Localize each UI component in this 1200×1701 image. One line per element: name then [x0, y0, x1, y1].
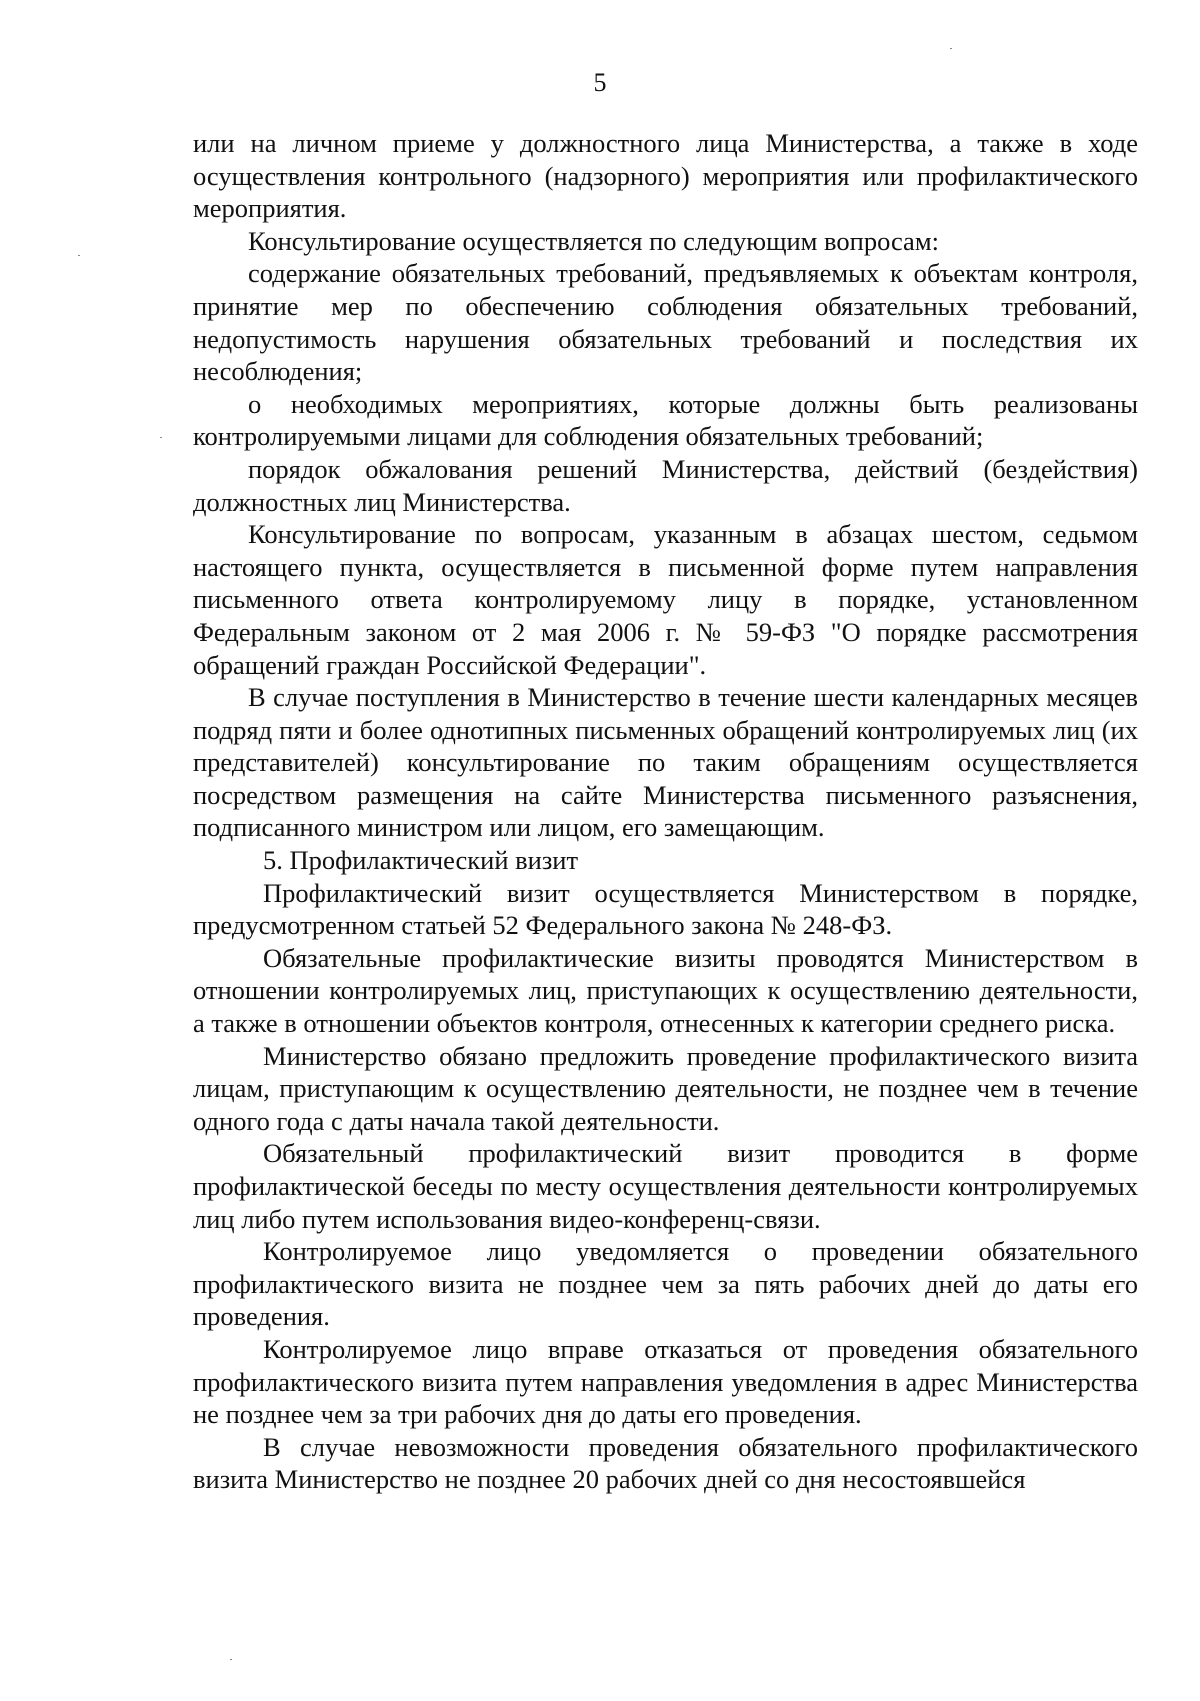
- paragraph-consultation-topics-intro: Консультирование осуществляется по следующим вопросам:: [248, 225, 939, 256]
- paragraph-topic-appeal: порядок обжалования решений Министерства, действий (бездействия) должностных лиц Министерства.: [193, 453, 1138, 517]
- paragraph-visit-procedure: Профилактический визит осуществляется Министерством в порядке, предусмотренном статьей 52 Федерального закона № 248-ФЗ.: [193, 877, 1138, 941]
- paragraph-impossibility: В случае невозможности проведения обязательного профилактического визита Министерство не позднее 20 рабочих дней со дня несостоявшейся: [193, 1431, 1138, 1495]
- paragraph-written-consultation: Консультирование по вопросам, указанным в абзацах шестом, седьмом настоящего пункта, осуществляется в письменной форме путем направления письменного ответа контролируемому лицу в порядке, установленном Федеральным законом от 2 мая 2006 г. № 59-ФЗ "О порядке рассмотрения обращений граждан Российской Федерации".: [193, 519, 1138, 680]
- section-heading-preventive-visit: 5. Профилактический визит: [263, 845, 579, 876]
- paragraph-refusal-right: Контролируемое лицо вправе отказаться от проведения обязательного профилактического визита путем направления уведомления в адрес Министерства не позднее чем за три рабочих дня до даты его проведения.: [193, 1333, 1138, 1430]
- paragraph-notification: Контролируемое лицо уведомляется о проведении обязательного профилактического визита не позднее чем за пять рабочих дней до даты его проведения.: [193, 1236, 1138, 1332]
- paragraph-topic-measures: о необходимых мероприятиях, которые должны быть реализованы контролируемыми лицами для соблюдения обязательных требований;: [193, 388, 1138, 452]
- scan-speck: [950, 48, 952, 49]
- paragraph-consultation-context: или на личном приеме у должностного лица Министерства, а также в ходе осуществления контрольного (надзорного) мероприятия или профилактического мероприятия.: [193, 128, 1138, 224]
- document-body: [193, 127, 1138, 1496]
- paragraph-visit-format: Обязательный профилактический визит проводится в форме профилактической беседы по месту осуществления деятельности контролируемых лиц либо путем использования видео-конференц-связи.: [193, 1138, 1138, 1234]
- paragraph-topic-requirements: содержание обязательных требований, предъявляемых к объектам контроля, принятие мер по обеспечению соблюдения обязательных требований, недопустимость нарушения обязательных требований и последствия их несоблюдения;: [193, 258, 1138, 387]
- scan-speck: [78, 255, 80, 256]
- page-number: 5: [593, 68, 607, 97]
- paragraph-mandatory-visits: Обязательные профилактические визиты проводятся Министерством в отношении контролируемых лиц, приступающих к осуществлению деятельности, а также в отношении объектов контроля, отнесенных к категории среднего риска.: [193, 942, 1138, 1039]
- scan-speck: [230, 1659, 232, 1660]
- paragraph-ministry-obligation: Министерство обязано предложить проведение профилактического визита лицам, приступающим к осуществлению деятельности, не позднее чем в течение одного года с даты начала такой деятельности.: [193, 1040, 1138, 1136]
- scan-speck: [160, 437, 162, 438]
- paragraph-website-clarification: В случае поступления в Министерство в течение шести календарных месяцев подряд пяти и более однотипных письменных обращений контролируемых лиц (их представителей) консультирование по таким обращениям осуществляется посредством размещения на сайте Министерства письменного разъяснения, подписанного министром или лицом, его замещающим.: [193, 682, 1138, 843]
